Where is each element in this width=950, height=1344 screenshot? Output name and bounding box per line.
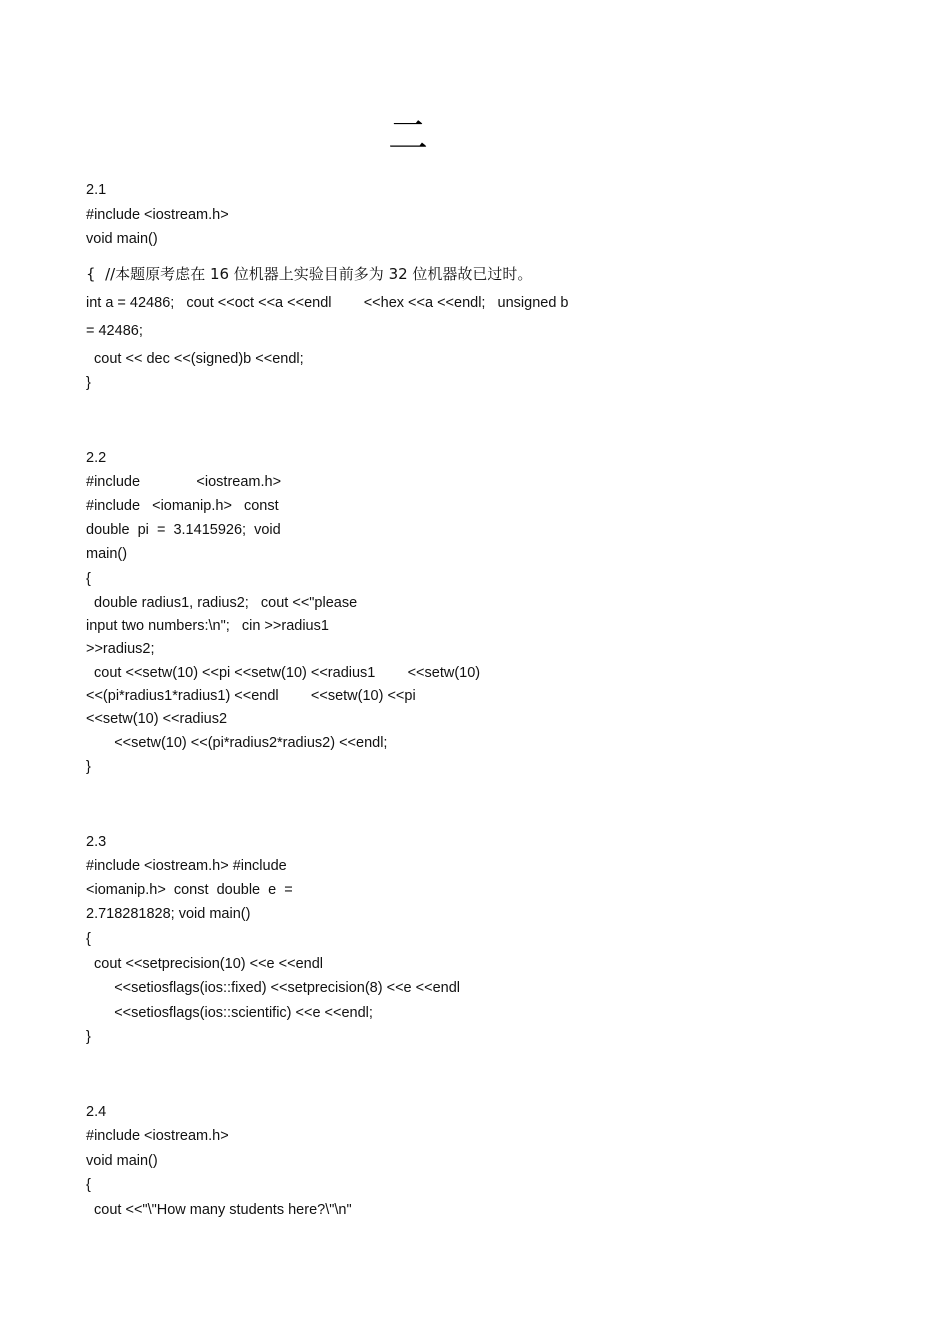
code-line: #include <iostream.h>: [86, 207, 229, 223]
section-number-2-1: 2.1: [86, 182, 107, 198]
code-line: double radius1, radius2; cout <<"please: [86, 595, 358, 611]
section-number-2-4: 2.4: [86, 1104, 107, 1120]
section-number-2-2: 2.2: [86, 450, 107, 466]
code-line: input two numbers:\n"; cin >>radius1: [86, 618, 329, 634]
code-line: = 42486;: [86, 323, 143, 339]
code-line: {: [86, 931, 91, 947]
code-line: <<(pi*radius1*radius1) <<endl <<setw(10) <<pi: [86, 688, 416, 704]
code-line: void main(): [86, 1153, 158, 1169]
code-comment-line: { //本题原考虑在 16 位机器上实验目前多为 32 位机器故已过时。: [86, 265, 533, 283]
code-line: #include <iomanip.h> const: [86, 498, 279, 514]
code-line: int a = 42486; cout <<oct <<a <<endl <<hex <<a <<endl; unsigned b: [86, 295, 569, 311]
chapter-title: 二: [388, 113, 428, 159]
code-line: #include <iostream.h>: [86, 474, 282, 490]
code-line: {: [86, 1177, 91, 1193]
code-line: void main(): [86, 231, 158, 247]
code-line: <<setw(10) <<radius2: [86, 711, 228, 727]
code-line: }: [86, 375, 91, 391]
code-line: double pi = 3.1415926; void: [86, 522, 281, 538]
code-line: cout <<setprecision(10) <<e <<endl: [86, 956, 323, 972]
code-line: <<setiosflags(ios::scientific) <<e <<endl;: [86, 1005, 373, 1021]
code-line: cout <<setw(10) <<pi <<setw(10) <<radius1 <<setw(10): [86, 665, 481, 681]
code-line: #include <iostream.h> #include: [86, 858, 287, 874]
code-line: cout <<"\"How many students here?\"\n": [86, 1202, 352, 1218]
code-line: {: [86, 571, 91, 587]
code-line: #include <iostream.h>: [86, 1128, 229, 1144]
code-line: <iomanip.h> const double e =: [86, 882, 293, 898]
section-number-2-3: 2.3: [86, 834, 107, 850]
code-line: }: [86, 759, 91, 775]
code-line: >>radius2;: [86, 641, 155, 657]
code-line: main(): [86, 546, 128, 562]
code-line: <<setw(10) <<(pi*radius2*radius2) <<endl;: [86, 735, 388, 751]
code-line: }: [86, 1029, 91, 1045]
code-line: <<setiosflags(ios::fixed) <<setprecision(8) <<e <<endl: [86, 980, 460, 996]
code-line: 2.718281828; void main(): [86, 906, 251, 922]
code-line: cout << dec <<(signed)b <<endl;: [86, 351, 304, 367]
